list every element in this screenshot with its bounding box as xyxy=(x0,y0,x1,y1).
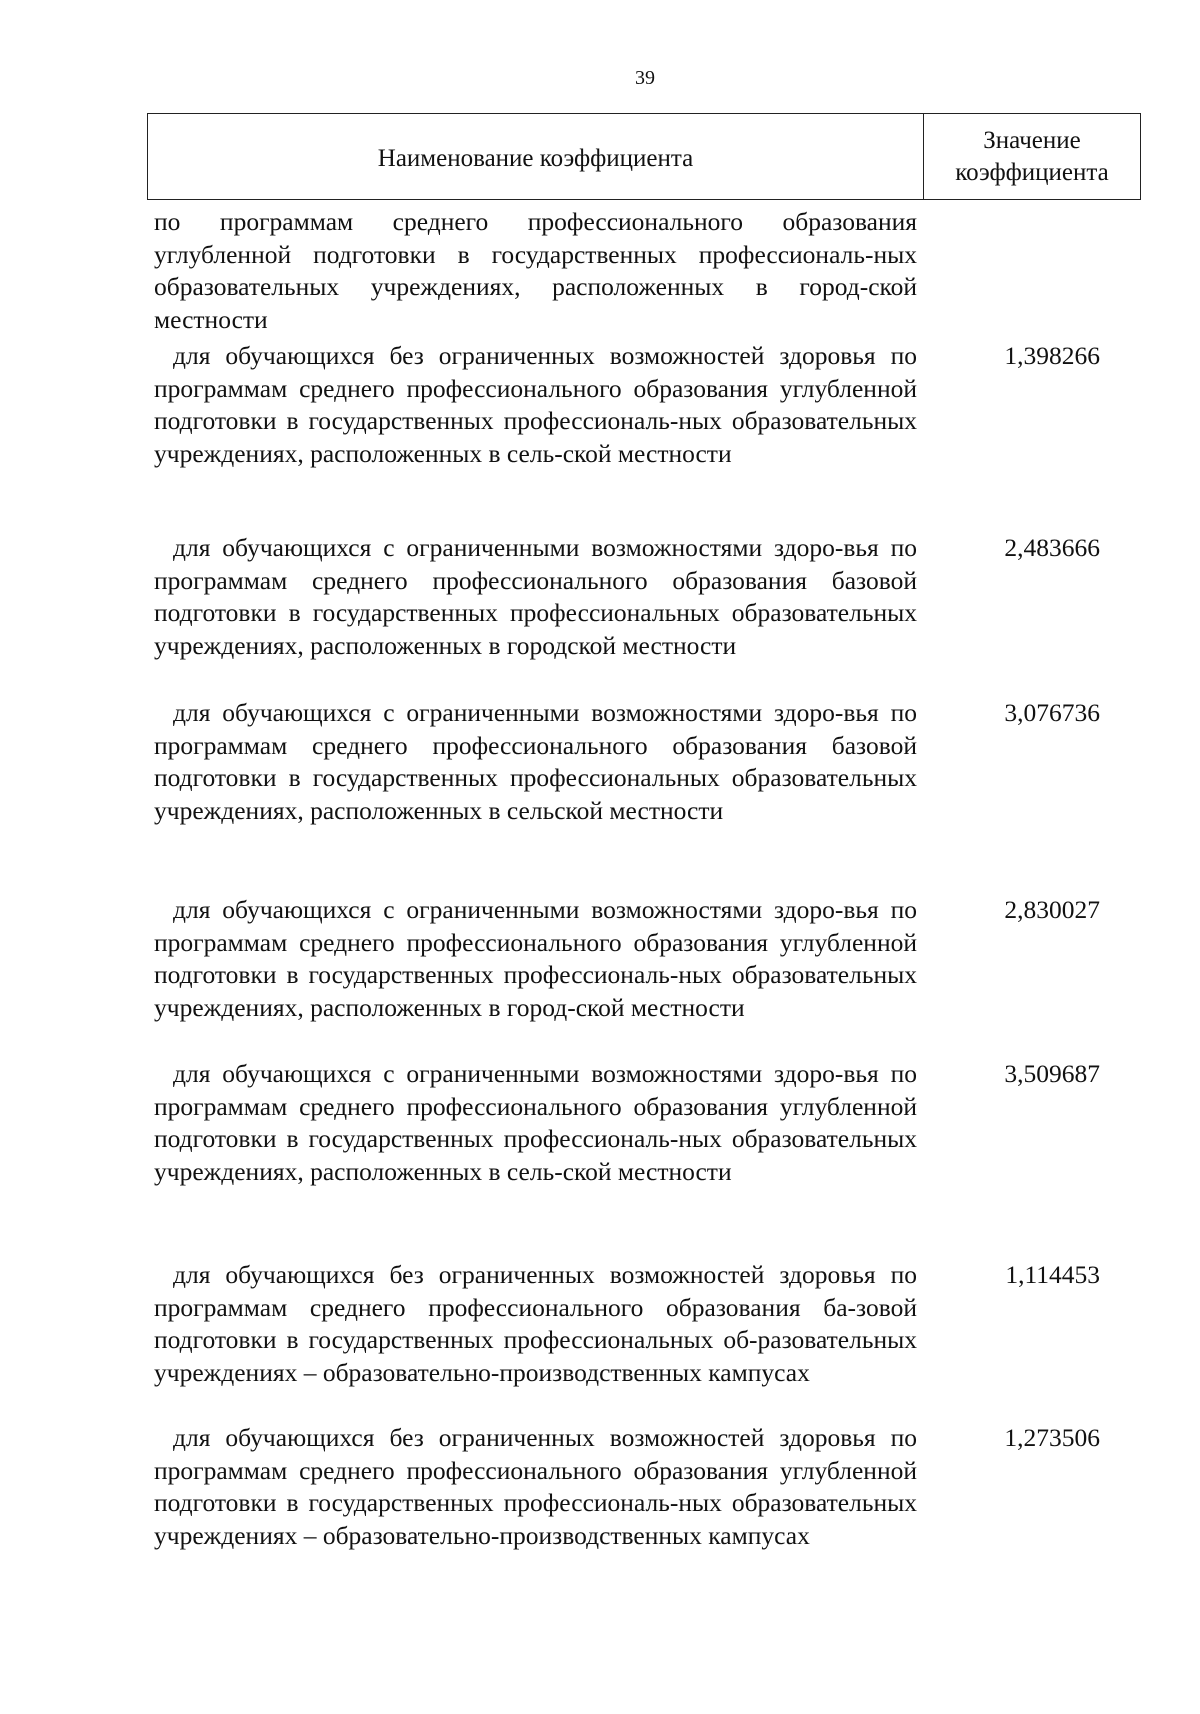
column-header-value xyxy=(924,114,1140,199)
coefficient-description: по программам среднего профессионального образования углубленной подготовки в государственных профессиональ-ных образовательных учреждениях, расположенных в город-ской местности xyxy=(154,207,917,334)
coefficient-description: для обучающихся без ограниченных возможностей здоровья по программам среднего профессионального образования ба-зовой подготовки в государственных профессиональных об-разовательных учреждениях – образовательно-производственных кампусах xyxy=(154,1260,917,1387)
coefficient-description: для обучающихся без ограниченных возможностей здоровья по программам среднего профессионального образования углубленной подготовки в государственных профессиональ-ных образовательных учреждениях, расположенных в сель-ской местности xyxy=(154,341,917,468)
coefficient-description: для обучающихся без ограниченных возможностей здоровья по программам среднего профессионального образования углубленной подготовки в государственных профессиональ-ных образовательных учреждениях – образовательно-производственных кампусах xyxy=(154,1423,917,1550)
coefficient-value: 2,483666 xyxy=(1004,533,1100,562)
coefficient-description: для обучающихся с ограниченными возможностями здоро-вья по программам среднего профессионального образования базовой подготовки в государственных профессиональных образовательных учреждениях, расположенных в городской местности xyxy=(154,533,917,660)
table-header xyxy=(147,113,1141,200)
coefficient-value: 3,509687 xyxy=(1004,1059,1100,1088)
coefficient-description: для обучающихся с ограниченными возможностями здоро-вья по программам среднего профессионального образования базовой подготовки в государственных профессиональных образовательных учреждениях, расположенных в сельской местности xyxy=(154,698,917,825)
coefficient-value: 1,398266 xyxy=(1004,341,1100,370)
column-header-value-line1: Значение xyxy=(983,126,1081,154)
coefficient-value: 1,114453 xyxy=(1005,1260,1100,1289)
coefficient-description: для обучающихся с ограниченными возможностями здоро-вья по программам среднего профессионального образования углубленной подготовки в государственных профессиональ-ных образовательных учреждениях, расположенных в сель-ской местности xyxy=(154,1059,917,1186)
coefficient-value: 1,273506 xyxy=(1004,1423,1100,1452)
page-number: 39 xyxy=(635,67,655,89)
coefficient-value: 2,830027 xyxy=(1004,895,1100,924)
coefficient-description: для обучающихся с ограниченными возможностями здоро-вья по программам среднего профессионального образования углубленной подготовки в государственных профессиональ-ных образовательных учреждениях, расположенных в город-ской местности xyxy=(154,895,917,1022)
column-header-value-line2: коэффициента xyxy=(955,158,1109,186)
coefficient-value: 3,076736 xyxy=(1004,698,1100,727)
column-header-name: Наименование коэффициента xyxy=(148,114,924,199)
